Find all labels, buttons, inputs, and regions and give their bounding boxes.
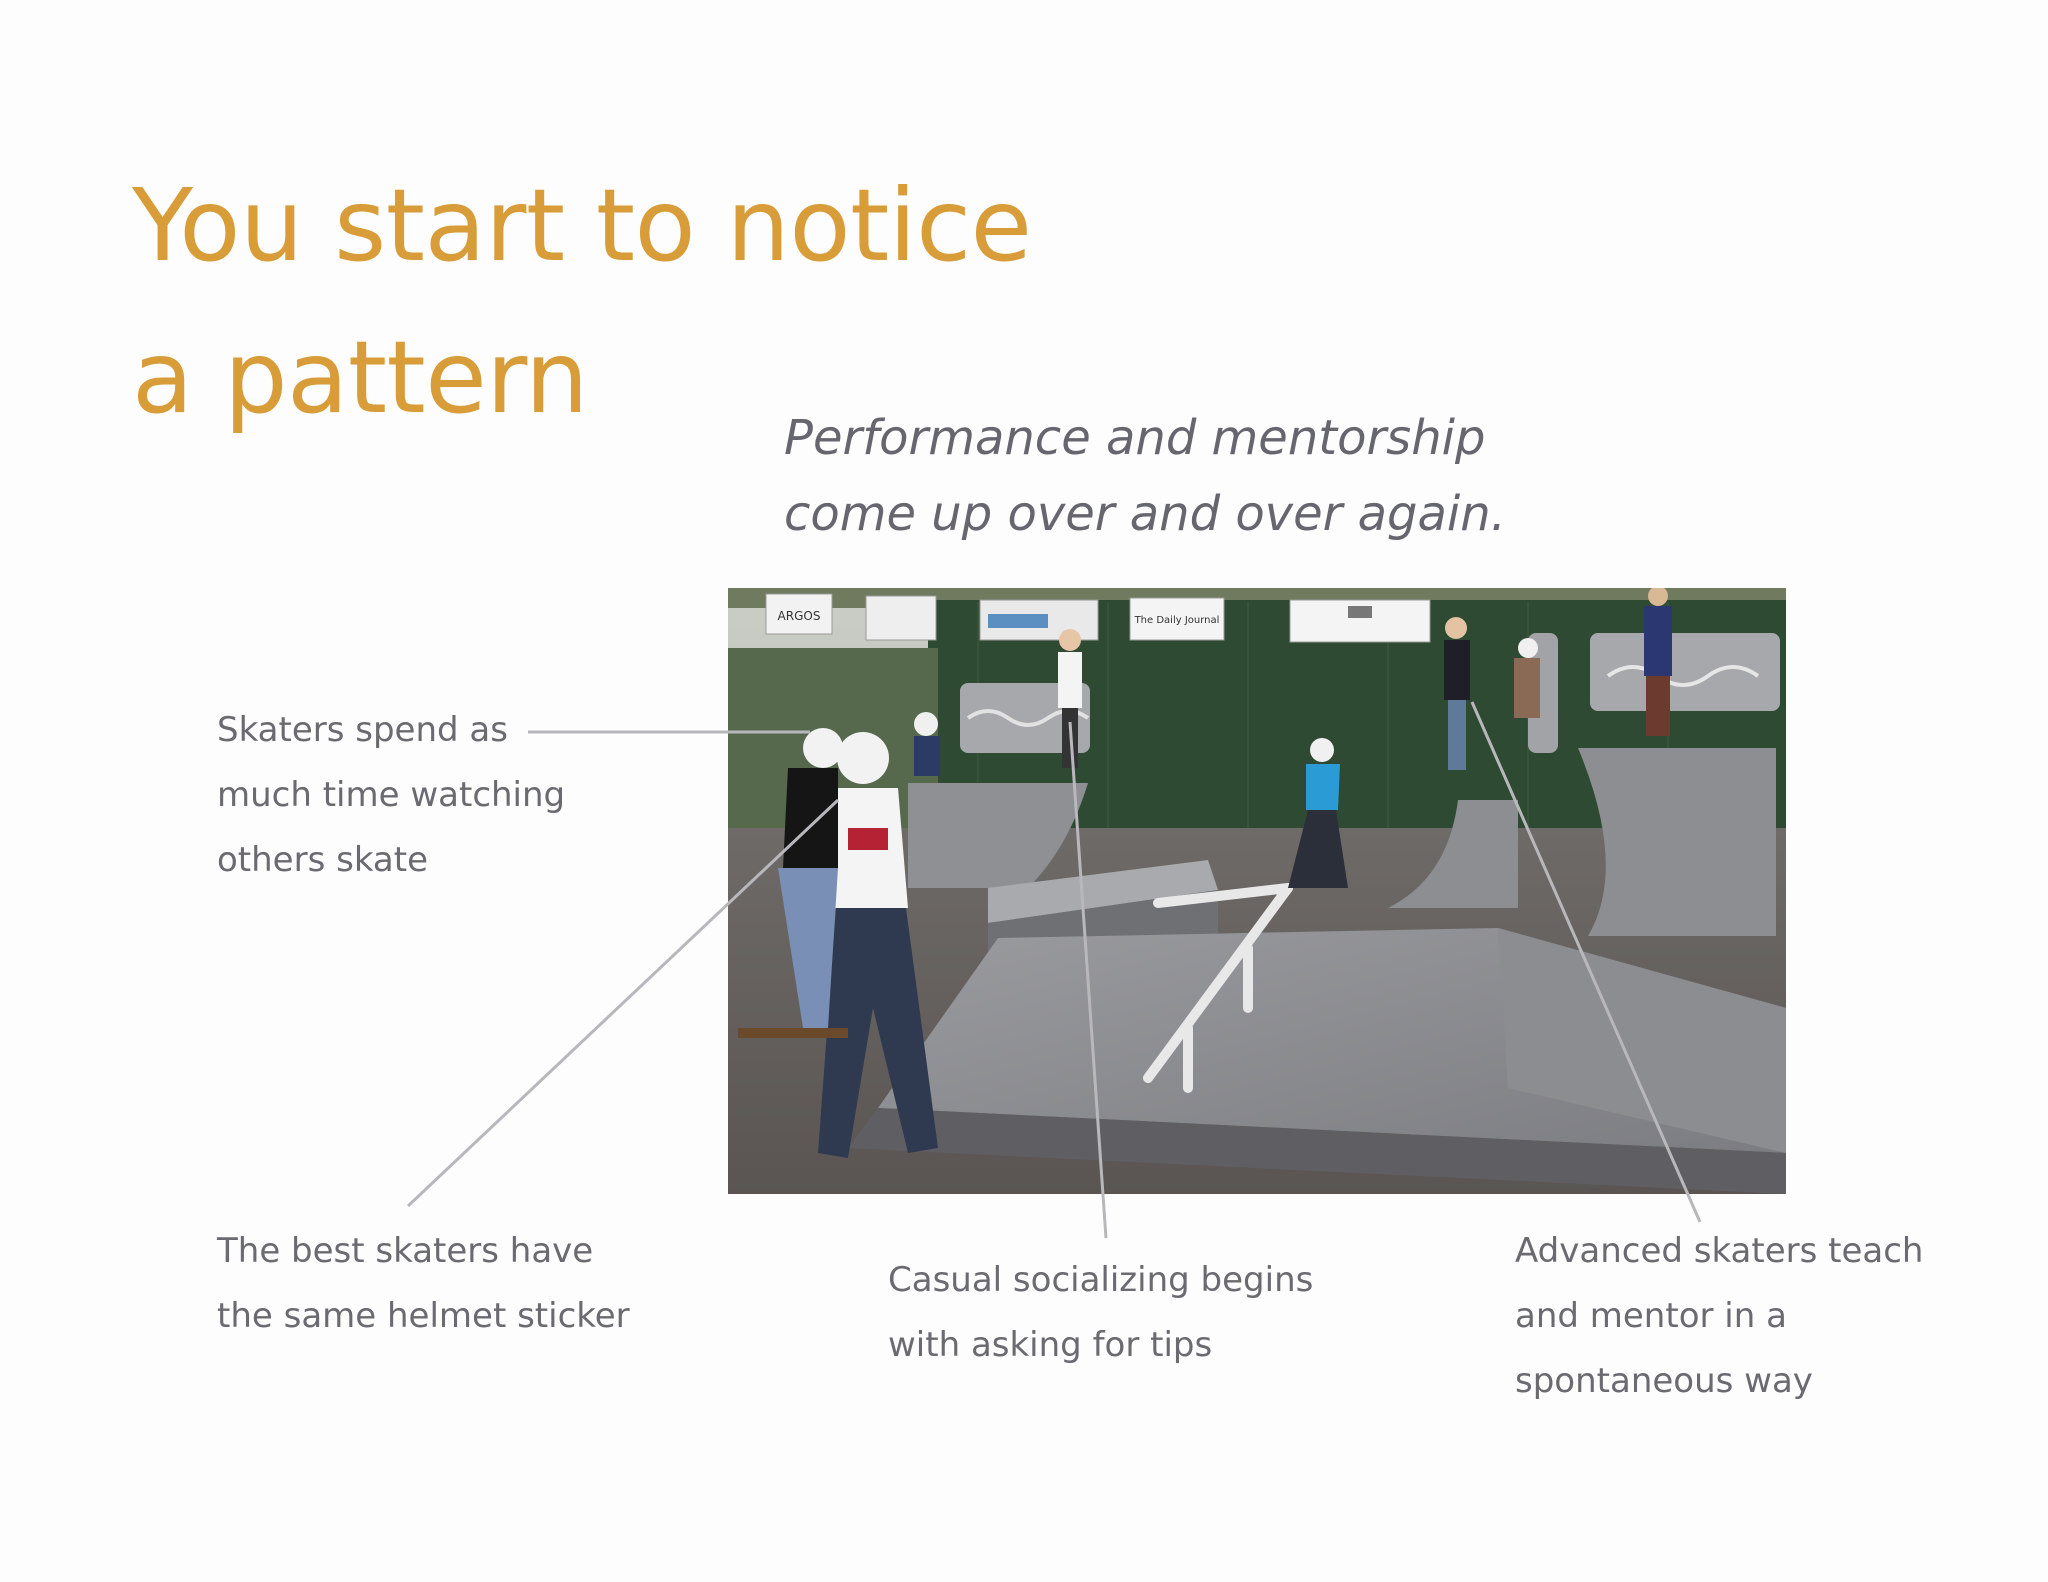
banner-argos: ARGOS [777,609,821,623]
caption-line: Skaters spend as [217,710,508,750]
caption-helmet-sticker [217,1219,630,1349]
caption-watching [217,698,565,893]
banner-daily-journal: The Daily Journal [1134,615,1220,626]
title-line-2: a pattern [132,319,588,436]
caption-line: others skate [217,840,428,880]
subtitle-line-1: Performance and mentorship [784,410,1486,466]
caption-line: Advanced skaters teach [1515,1231,1924,1271]
caption-line: and mentor in a [1515,1296,1787,1336]
caption-socializing [888,1248,1313,1378]
slide-subtitle [784,400,1506,552]
caption-line: Casual socializing begins [888,1260,1314,1300]
subtitle-line-2: come up over and over again. [784,486,1506,542]
caption-line: the same helmet sticker [217,1296,630,1336]
title-line-1: You start to notice [132,167,1032,284]
caption-line: spontaneous way [1515,1361,1813,1401]
caption-line: with asking for tips [888,1325,1213,1365]
caption-line: much time watching [217,775,566,815]
caption-line: The best skaters have [217,1231,594,1271]
caption-mentoring [1515,1219,1923,1414]
skatepark-photo [728,588,1786,1194]
